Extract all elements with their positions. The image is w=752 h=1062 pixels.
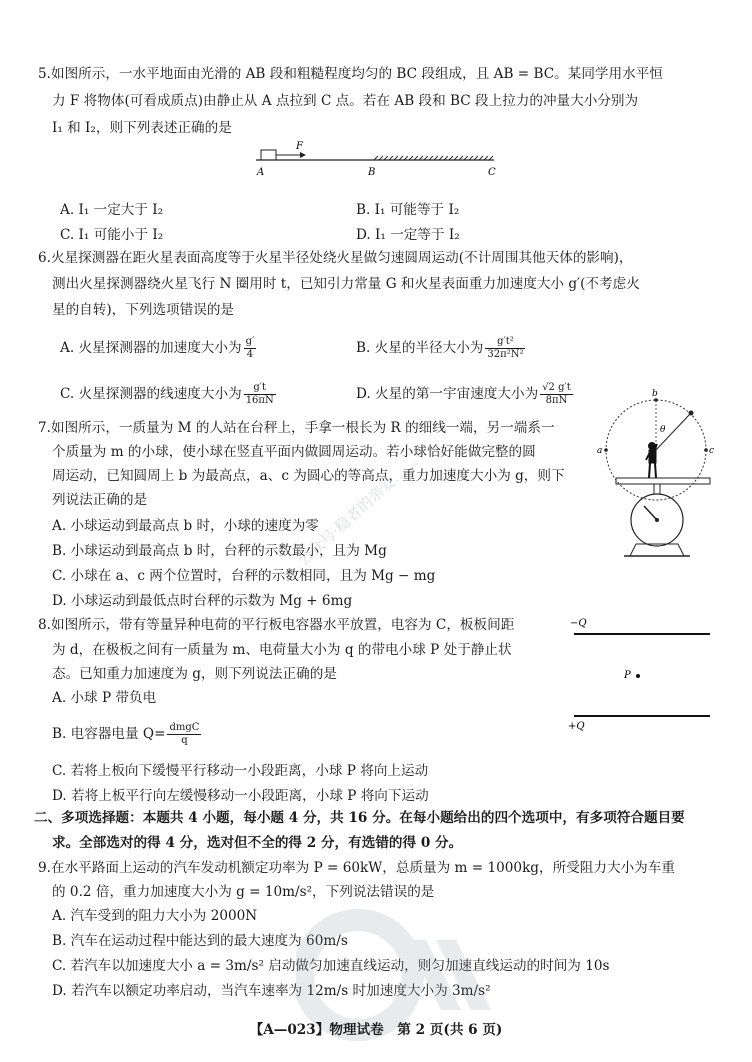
q7-scale-platform	[616, 478, 710, 484]
q9-option-a: A. 汽车受到的阻力大小为 2000N	[52, 908, 258, 924]
q7-option-b: B. 小球运动到最高点 b 时，台秤的示数最小，且为 Mg	[52, 543, 387, 559]
q7-scale-needle	[644, 506, 657, 520]
q5-stem-line1: 5.如图所示，一水平地面由光滑的 AB 段和粗糙程度均匀的 BC 段组成，且 AB = BC。某同学用水平恒	[38, 66, 663, 82]
q6-option-b	[356, 336, 527, 361]
q5-label-A: A	[257, 167, 265, 178]
q6-option-d-fraction	[540, 382, 573, 407]
q9-option-d: D. 若汽车以额定功率启动，当汽车速率为 12m/s 时加速度大小为 3m/s²	[52, 983, 491, 999]
q6-b-numerator: g′t²	[485, 336, 525, 349]
page-footer: 【A—023】物理试卷 第 2 页(共 6 页)	[249, 1022, 503, 1038]
q8-b-denominator: q	[181, 735, 188, 746]
q5-option-a: A. I₁ 一定大于 I₂	[60, 202, 164, 218]
q5-label-C: C	[488, 167, 496, 178]
q6-option-d	[356, 382, 575, 407]
q8-stem-line2: 为 d，在极板之间有一质量为 m、电荷量大小为 q 的带电小球 P 处于静止状	[52, 642, 512, 658]
q6-b-denominator: 32π²N²	[487, 349, 524, 360]
q6-stem-line2: 测出火星探测器绕火星飞行 N 圈用时 t，已知引力常量 G 和火星表面重力加速度大小 g′(不考虑火	[52, 276, 640, 292]
q7-label-b: b	[652, 389, 658, 399]
q6-option-c-fraction	[244, 382, 276, 407]
q8-ball-P	[636, 674, 640, 678]
q5-label-F: F	[296, 141, 303, 152]
q9-stem-line1: 9.在水平路面上运动的汽车发动机额定功率为 P = 60kW，总质量为 m = 1000kg，所受阻力大小为车重	[38, 860, 675, 876]
q6-option-b-fraction	[485, 336, 525, 361]
q8-option-d: D. 若将上板平行向左缓慢移动一小段距离，小球 P 将向下运动	[52, 788, 429, 804]
q7-option-c: C. 小球在 a、c 两个位置时，台秤的示数相同，且为 Mg − mg	[52, 568, 436, 584]
q5-block	[261, 150, 276, 160]
section2-header-line2: 求。全部选对的得 4 分，选对但不全的得 2 分，有选错的得 0 分。	[52, 835, 463, 851]
q7-option-d: D. 小球运动到最低点时台秤的示数为 Mg + 6mg	[52, 593, 353, 609]
q7-figure	[596, 388, 716, 566]
q7-stem-line2: 个质量为 m 的小球，使小球在竖直平面内做圆周运动。若小球恰好能做完整的圆	[52, 444, 536, 460]
watermark-text: 公众号·稳者的亲爱……	[294, 452, 422, 570]
q7-point-c	[704, 448, 708, 452]
q7-stem-line4: 列说法正确的是	[52, 492, 148, 508]
q8-label-top-charge: −Q	[570, 618, 587, 629]
q8-stem-line1: 8.如图所示，带有等量异种电荷的平行板电容器水平放置，电容为 C，板板间距	[38, 617, 515, 633]
q7-label-c: c	[709, 446, 715, 456]
q6-d-numerator: √2 g′t	[542, 382, 571, 393]
q8-option-c: C. 若将上板向下缓慢平行移动一小段距离，小球 P 将向上运动	[52, 763, 429, 779]
q8-figure	[566, 612, 716, 732]
q6-a-denominator: 4	[246, 349, 254, 360]
q9-option-b: B. 汽车在运动过程中能达到的最大速度为 60m/s	[52, 933, 348, 949]
q8-option-b	[52, 722, 203, 747]
q7-label-theta: θ	[660, 425, 666, 435]
q7-point-a	[604, 448, 608, 452]
q8-option-b-text: B. 电容器电量 Q=	[52, 726, 166, 742]
q8-option-b-fraction	[167, 722, 201, 747]
q7-person	[646, 443, 657, 479]
q5-label-B: B	[368, 167, 376, 178]
section2-header-line1: 二、多项选择题：本题共 4 小题，每小题 4 分，共 16 分。在每小题给出的四个选项中，有多项符合题目要	[34, 810, 685, 826]
q6-option-a-text: A. 火星探测器的加速度大小为	[60, 340, 242, 356]
q6-option-b-text: B. 火星的半径大小为	[356, 340, 484, 356]
q5-option-c: C. I₁ 可能小于 I₂	[60, 227, 164, 243]
q9-option-c: C. 若汽车以加速度大小 a = 3m/s² 启动做匀加速直线运动，则匀加速直线运动的时间为 10s	[52, 958, 610, 974]
q7-ball	[689, 411, 694, 416]
q6-stem-line1: 6.火星探测器在距火星表面高度等于火星半径处绕火星做匀速圆周运动(不计周围其他天体的影响)，	[38, 250, 633, 266]
q9-stem-line2: 的 0.2 倍，重力加速度大小为 g = 10m/s²，下列说法错误的是	[52, 884, 435, 900]
q8-option-a: A. 小球 P 带负电	[52, 690, 157, 706]
q6-option-d-text: D. 火星的第一宇宙速度大小为	[356, 386, 539, 402]
q6-option-a-fraction	[244, 336, 257, 361]
q8-label-P: P	[624, 670, 631, 681]
q6-stem-line3: 星的自转)，下列选项错误的是	[52, 302, 235, 318]
q7-option-a: A. 小球运动到最高点 b 时，小球的速度为零	[52, 518, 319, 534]
q5-figure	[250, 138, 510, 180]
q6-option-a	[60, 336, 258, 361]
q5-stem-line2: 力 F 将物体(可看成质点)由静止从 A 点拉到 C 点。若在 AB 段和 BC 段上拉力的冲量大小分别为	[52, 93, 639, 109]
q7-stem-line3: 周运动，已知圆周上 b 为最高点，a、c 为圆心的等高点，重力加速度大小为 g，则下	[52, 468, 565, 484]
q5-stem-line3: I₁ 和 I₂，则下列表述正确的是	[52, 120, 232, 136]
q5-rough-hatch	[374, 156, 493, 160]
q6-option-c	[60, 382, 278, 407]
q8-label-bottom-charge: +Q	[568, 721, 585, 732]
q8-b-numerator: dmgC	[169, 722, 200, 733]
q6-option-c-text: C. 火星探测器的线速度大小为	[60, 386, 242, 402]
q7-label-a: a	[597, 446, 603, 456]
q5-option-b: B. I₁ 可能等于 I₂	[356, 202, 460, 218]
q6-d-denominator: 8πN	[545, 395, 568, 406]
q6-c-denominator: 16πN	[245, 395, 274, 406]
q6-a-numerator: g′	[245, 336, 255, 347]
q7-stem-line1: 7.如图所示，一质量为 M 的人站在台秤上，手拿一根长为 R 的细线一端，另一端系一	[38, 420, 555, 436]
q6-c-numerator: g′t	[244, 382, 276, 395]
q8-stem-line3: 态。已知重力加速度为 g，则下列说法正确的是	[52, 666, 337, 682]
q5-option-d: D. I₁ 一定等于 I₂	[356, 227, 460, 243]
